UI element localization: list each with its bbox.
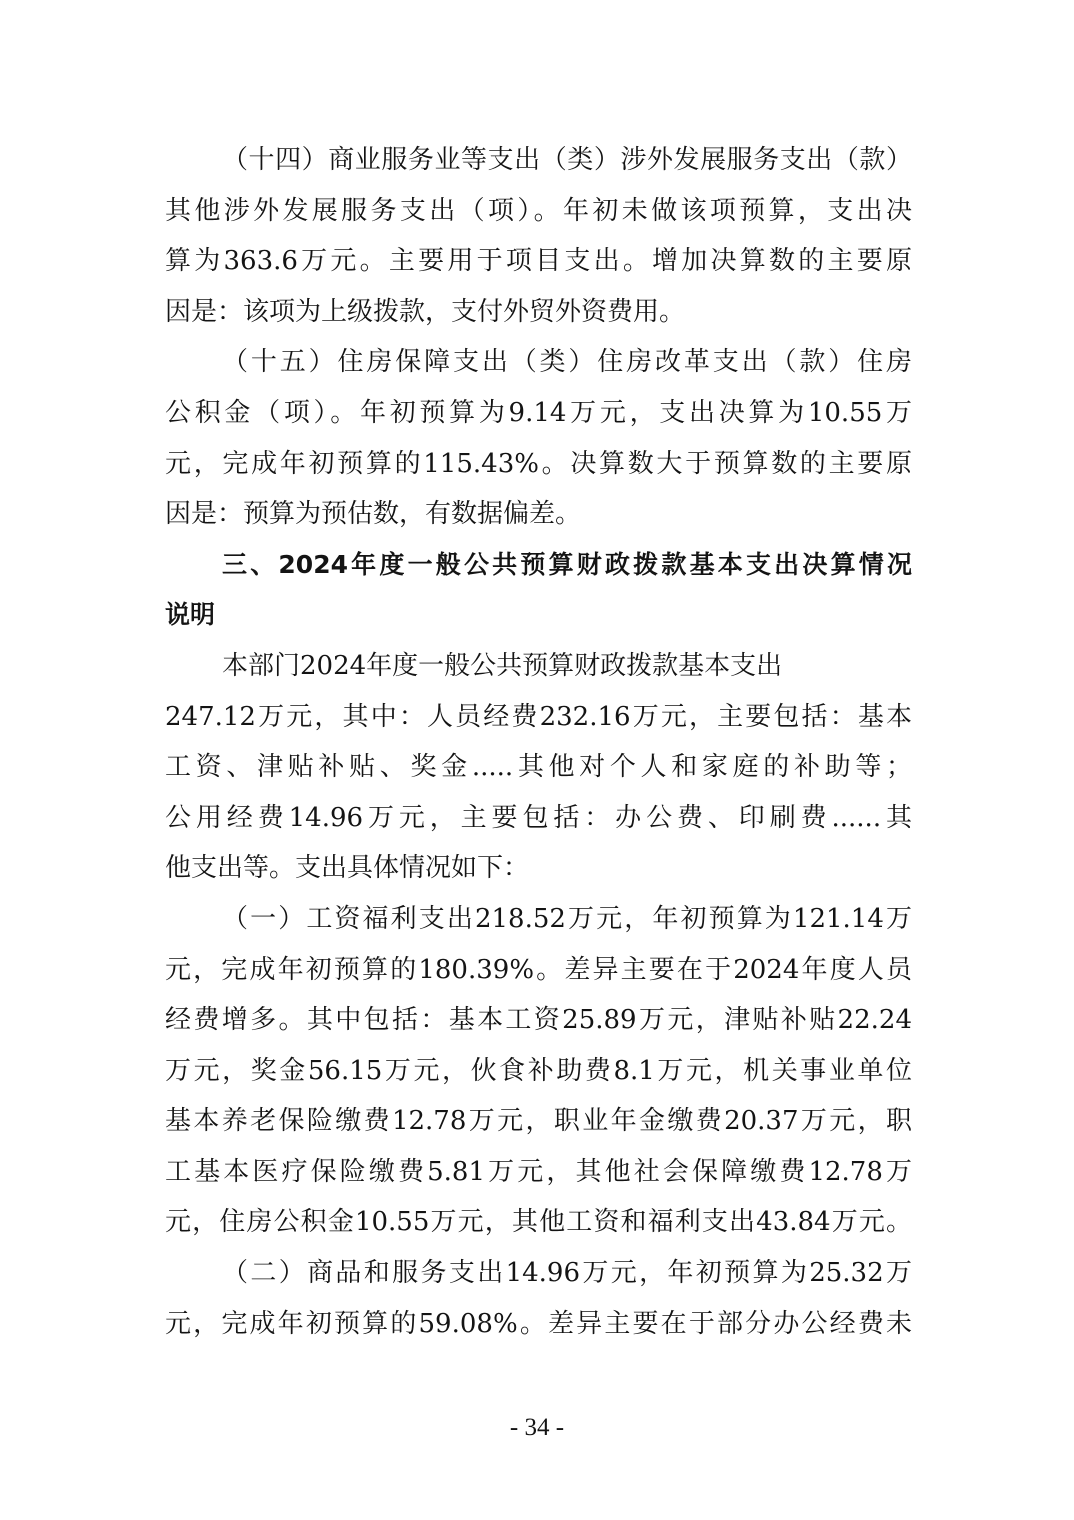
paragraph-section-15: [165, 337, 912, 539]
section-heading-3: [165, 540, 912, 641]
paragraph-line: （十四）商业服务业等支出（类）涉外发展服务支出（款）: [222, 145, 912, 175]
paragraph-line: 因是：该项为上级拨款，支付外贸外资费用。: [165, 296, 686, 327]
document-body: [165, 135, 912, 1349]
paragraph-line: 元，住房公积金10.55万元，其他工资和福利支出43.84万元。: [165, 1207, 912, 1238]
paragraph-section-14: [165, 135, 912, 337]
paragraph-line: 万元，奖金56.15万元，伙食补助费8.1万元，机关事业单位: [165, 1055, 912, 1086]
paragraph-line: 元，完成年初预算的59.08%。差异主要在于部分办公经费未: [165, 1308, 912, 1339]
paragraph-line: （一）工资福利支出218.52万元，年初预算为121.14万: [222, 903, 912, 934]
heading-line: 三、2024年度一般公共预算财政拨款基本支出决算情况: [222, 549, 912, 579]
paragraph-line: （十五）住房保障支出（类）住房改革支出（款）住房: [222, 347, 912, 378]
heading-line: 说明: [165, 600, 216, 630]
paragraph-line: 工基本医疗保险缴费5.81万元，其他社会保障缴费12.78万: [165, 1156, 912, 1187]
paragraph-line: 元，完成年初预算的180.39%。差异主要在于2024年度人员: [165, 954, 912, 985]
paragraph-line: 公用经费14.96万元，主要包括：办公费、印刷费......其: [165, 802, 912, 833]
paragraph-item-2: [165, 1248, 912, 1349]
paragraph-line: 公积金（项）。年初预算为9.14万元，支出决算为10.55万: [165, 397, 912, 428]
paragraph-line: 他支出等。支出具体情况如下：: [165, 853, 530, 884]
paragraph-line: 基本养老保险缴费12.78万元，职业年金缴费20.37万元，职: [165, 1106, 912, 1137]
paragraph-line: 经费增多。其中包括：基本工资25.89万元，津贴补贴22.24: [165, 1005, 912, 1036]
paragraph-line: 本部门2024年度一般公共预算财政拨款基本支出: [222, 650, 783, 681]
paragraph-line: 其他涉外发展服务支出（项）。年初未做该项预算，支出决: [165, 195, 912, 226]
paragraph-intro: [165, 641, 912, 894]
paragraph-line: 因是：预算为预估数，有数据偏差。: [165, 499, 582, 530]
paragraph-line: 算为363.6万元。主要用于项目支出。增加决算数的主要原: [165, 246, 912, 277]
paragraph-line: 元，完成年初预算的115.43%。决算数大于预算数的主要原: [165, 448, 912, 479]
paragraph-line: （二）商品和服务支出14.96万元，年初预算为25.32万: [222, 1258, 912, 1289]
paragraph-line: 工资、津贴补贴、奖金.....其他对个人和家庭的补助等；: [165, 752, 912, 783]
paragraph-line: 247.12万元，其中：人员经费232.16万元，主要包括：基本: [165, 701, 912, 732]
paragraph-item-1: [165, 894, 912, 1248]
page-number: - 34 -: [509, 1414, 565, 1441]
